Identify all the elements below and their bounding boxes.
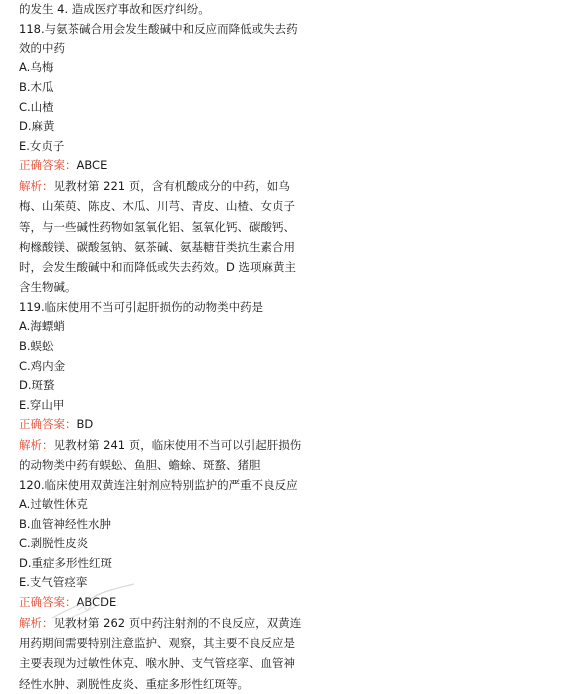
analysis	[19, 176, 305, 298]
option-d: D.重症多形性红斑	[19, 555, 113, 570]
option-b: B.蜈蚣	[19, 338, 54, 353]
question-119	[19, 298, 309, 476]
answer-label: 正确答案	[19, 595, 65, 610]
answer-value: ABCE	[76, 158, 108, 173]
analysis-sep: ：	[42, 178, 54, 193]
answer-label: 正确答案	[19, 417, 65, 432]
answer-value: ABCDE	[76, 595, 117, 610]
analysis-sep: ：	[42, 615, 54, 630]
analysis-label: 解析	[19, 615, 42, 630]
analysis-text: 见教材第 262 页中药注射剂的不良反应，双黄连用药期间需要特别注意监护、观察，其主要不良反应是主要表现为过敏性休克、喉水肿、支气管痉挛、血管神经性水肿、剥脱性皮炎、重症多形性红斑等。	[19, 615, 302, 691]
question-stem: 120.临床使用双黄连注射剂应特别监护的严重不良反应	[19, 477, 298, 492]
option-c: C.鸡内金	[19, 358, 66, 373]
answer-line	[19, 593, 309, 613]
option-e: E.穿山甲	[19, 397, 65, 412]
analysis-sep: ：	[42, 437, 54, 452]
answer-label: 正确答案	[19, 158, 65, 173]
option-b: B.木瓜	[19, 80, 54, 94]
question-120	[19, 476, 309, 694]
analysis-text: 见教材第 241 页，临床使用不当可以引起肝损伤的动物类中药有蜈蚣、鱼胆、蟾蜍、斑蝥、猪胆	[19, 437, 302, 473]
analysis	[19, 613, 305, 694]
answer-value: BD	[76, 417, 94, 432]
option-d: D.麻黄	[19, 119, 55, 134]
question-stem: 118.与氨茶碱合用会发生酸碱中和反应而降低或失去药效的中药	[19, 21, 298, 55]
analysis-text: 见教材第 221 页，含有机酸成分的中药，如乌梅、山茱萸、陈皮、木瓜、川芎、青皮、山楂、女贞子等，与一些碱性药物如氢氧化铝、氢氧化钙、碳酸钙、枸橼酸镁、碳酸氢钠、氨茶碱、氨基糖苷类抗生素合用时，会发生酸碱中和而降低或失去药效。D 选项麻黄主含生物碱。	[19, 178, 297, 295]
answer-sep: ：	[65, 158, 77, 173]
document-page	[19, 0, 309, 694]
option-a: A.过敏性休克	[19, 497, 88, 512]
header-line: 的发生 4. 造成医疗事故和医疗纠纷。	[19, 2, 210, 16]
option-c: C.剥脱性皮炎	[19, 536, 89, 551]
option-a: A.海螵蛸	[19, 319, 65, 334]
answer-line	[19, 156, 309, 176]
question-stem: 119.临床使用不当可引起肝损伤的动物类中药是	[19, 299, 264, 314]
option-d: D.斑蝥	[19, 378, 55, 393]
analysis	[19, 435, 305, 476]
option-e: E.支气管痉挛	[19, 575, 88, 590]
answer-line	[19, 415, 309, 435]
analysis-label: 解析	[19, 437, 42, 452]
option-e: E.女贞子	[19, 138, 65, 153]
option-a: A.乌梅	[19, 60, 54, 75]
answer-sep: ：	[65, 595, 77, 610]
option-c: C.山楂	[19, 99, 54, 114]
question-118	[19, 20, 309, 298]
analysis-label: 解析	[19, 178, 42, 193]
option-b: B.血管神经性水肿	[19, 516, 112, 531]
answer-sep: ：	[65, 417, 77, 432]
